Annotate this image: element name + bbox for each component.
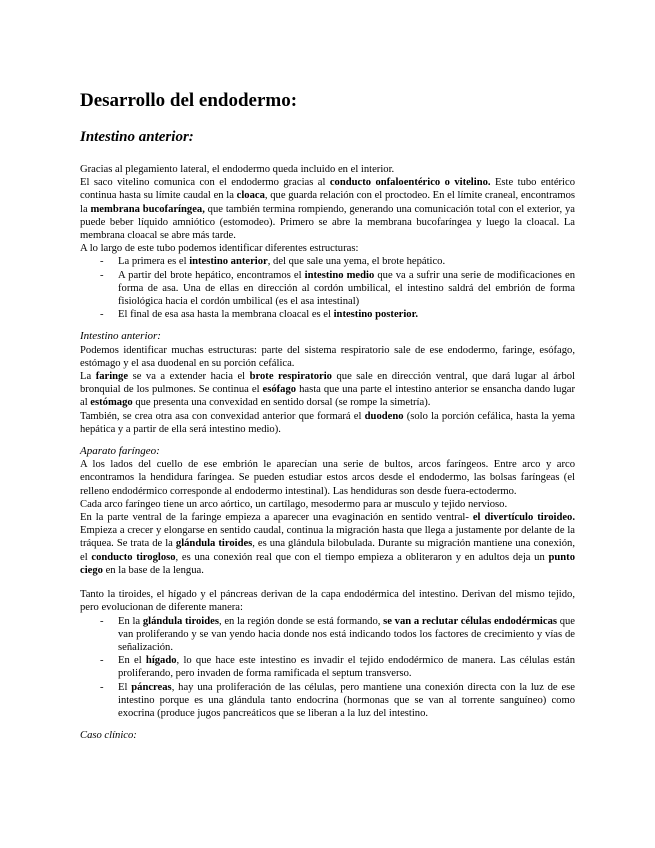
- list-item: - El final de esa asa hasta la membrana cloacal es el intestino posterior.: [80, 308, 575, 321]
- faringeo-paragraph-1: A los lados del cuello de ese embrión le aparecían una serie de bultos, arcos faríngeos. Entre arco y arco encontramos la hendidura faríngea. Se pueden estudiar estos arcos desde el endodermo, las bolsas faríngeas (el relleno endodérmico corresponde al endodermo intestinal). Las hendiduras son desde fuera-ectodermo.: [80, 459, 575, 497]
- document-title: Desarrollo del endodermo:: [80, 90, 298, 111]
- section-subtitle: Intestino anterior:: [80, 129, 194, 145]
- intro-paragraph-2: El saco vitelino comunica con el endodermo gracias al conducto onfaloentérico o vitelino. Este tubo entérico continua hasta su límite caudal en la cloaca, que guarda relación con el proctodeo. En el límite craneal, encontramos la membrana bucofaríngea, que también termina rompiendo, generando una comunicación total con el exterior, ya puede beber líquido amniótico (estomodeo). Primero se abre la membrana bucofaríngea y luego la cloacal. La membrana cloacal se abre más tarde.: [80, 177, 575, 242]
- structures-list: [80, 255, 575, 321]
- list-item: - El páncreas, hay una proliferación de las células, pero mantiene una conexión directa con la luz de ese intestino porque es una glándula tanto endocrina (hormonas que se van al torrente sanguíneo) como exocrina (produce jugos pancreáticos que se liberan a la luz del intestino.: [80, 681, 575, 721]
- caso-clinico-heading: Caso clínico:: [80, 730, 137, 742]
- anterior-paragraph-1: Podemos identificar muchas estructuras: parte del sistema respiratorio sale de ese endodermo, faringe, esófago, estómago y el asa duodenal en su porción cefálica.: [80, 344, 575, 369]
- derivados-paragraph: Tanto la tiroides, el hígado y el páncreas derivan de la capa endodérmica del intestino. Derivan del mismo tejido, pero evolucionan de diferente manera:: [80, 589, 575, 614]
- anterior-paragraph-2: La faringe se va a extender hacia el brote respiratorio que sale en dirección ventral, que dará lugar al árbol bronquial de los pulmones. Se continua el esófago hasta que una parte el intestino anterior se ensancha dando lugar al estómago que presenta una convexidad en sentido dorsal (se rompe la simetría).: [80, 371, 575, 409]
- list-item: - En el hígado, lo que hace este intestino es invadir el tejido endodérmico de manera. Las células están proliferando, pero invaden de forma ramificada el septum transverso.: [80, 654, 575, 680]
- document-page: [80, 90, 575, 742]
- anterior-paragraph-3: También, se crea otra asa con convexidad anterior que formará el duodeno (solo la porción cefálica, hasta la yema hepática y a partir de ella será intestino medio).: [80, 410, 575, 435]
- intro-paragraph-1: Gracias al plegamiento lateral, el endodermo queda incluido en el interior.: [80, 164, 395, 175]
- list-item: - La primera es el intestino anterior, del que sale una yema, el brote hepático.: [80, 255, 575, 268]
- faringeo-paragraph-3: En la parte ventral de la faringe empieza a aparecer una evaginación en sentido ventral- el divertículo tiroideo. Empieza a crecer y elongarse en sentido caudal, continua la migración hasta que llega a justamente por delante de la tráquea. Se trata de la glándula tiroides, es una glándula bilobulada. Durante su migración mantiene una conexión, el conducto tirogloso, es una conexión real que con el tiempo empieza a obliteraron y en adultos deja un punto ciego en la base de la lengua.: [80, 512, 576, 576]
- intestino-anterior-heading: Intestino anterior:: [80, 330, 161, 343]
- intro-paragraph-3: A lo largo de este tubo podemos identificar diferentes estructuras:: [80, 243, 359, 255]
- spacer: [80, 577, 575, 588]
- list-item: - A partir del brote hepático, encontramos el intestino medio que va a sufrir una serie de modificaciones en forma de asa. Una de ellas en dirección al cordón umbilical, el intestino saldrá del embrión de forma fisiológica hacia el cordón umbilical (es el asa intestinal): [80, 269, 575, 309]
- aparato-faringeo-heading: Aparato faríngeo:: [80, 445, 160, 458]
- derivados-list: [80, 615, 575, 721]
- list-item: - En la glándula tiroides, en la región donde se está formando, se van a reclutar células endodérmicas que van proliferando y se van yendo hacia donde nos está indicando todos los factores de crecimiento y vías de señalización.: [80, 615, 575, 655]
- faringeo-paragraph-2: Cada arco faríngeo tiene un arco aórtico, un cartílago, mesodermo para ar musculo y tejido nervioso.: [80, 498, 508, 510]
